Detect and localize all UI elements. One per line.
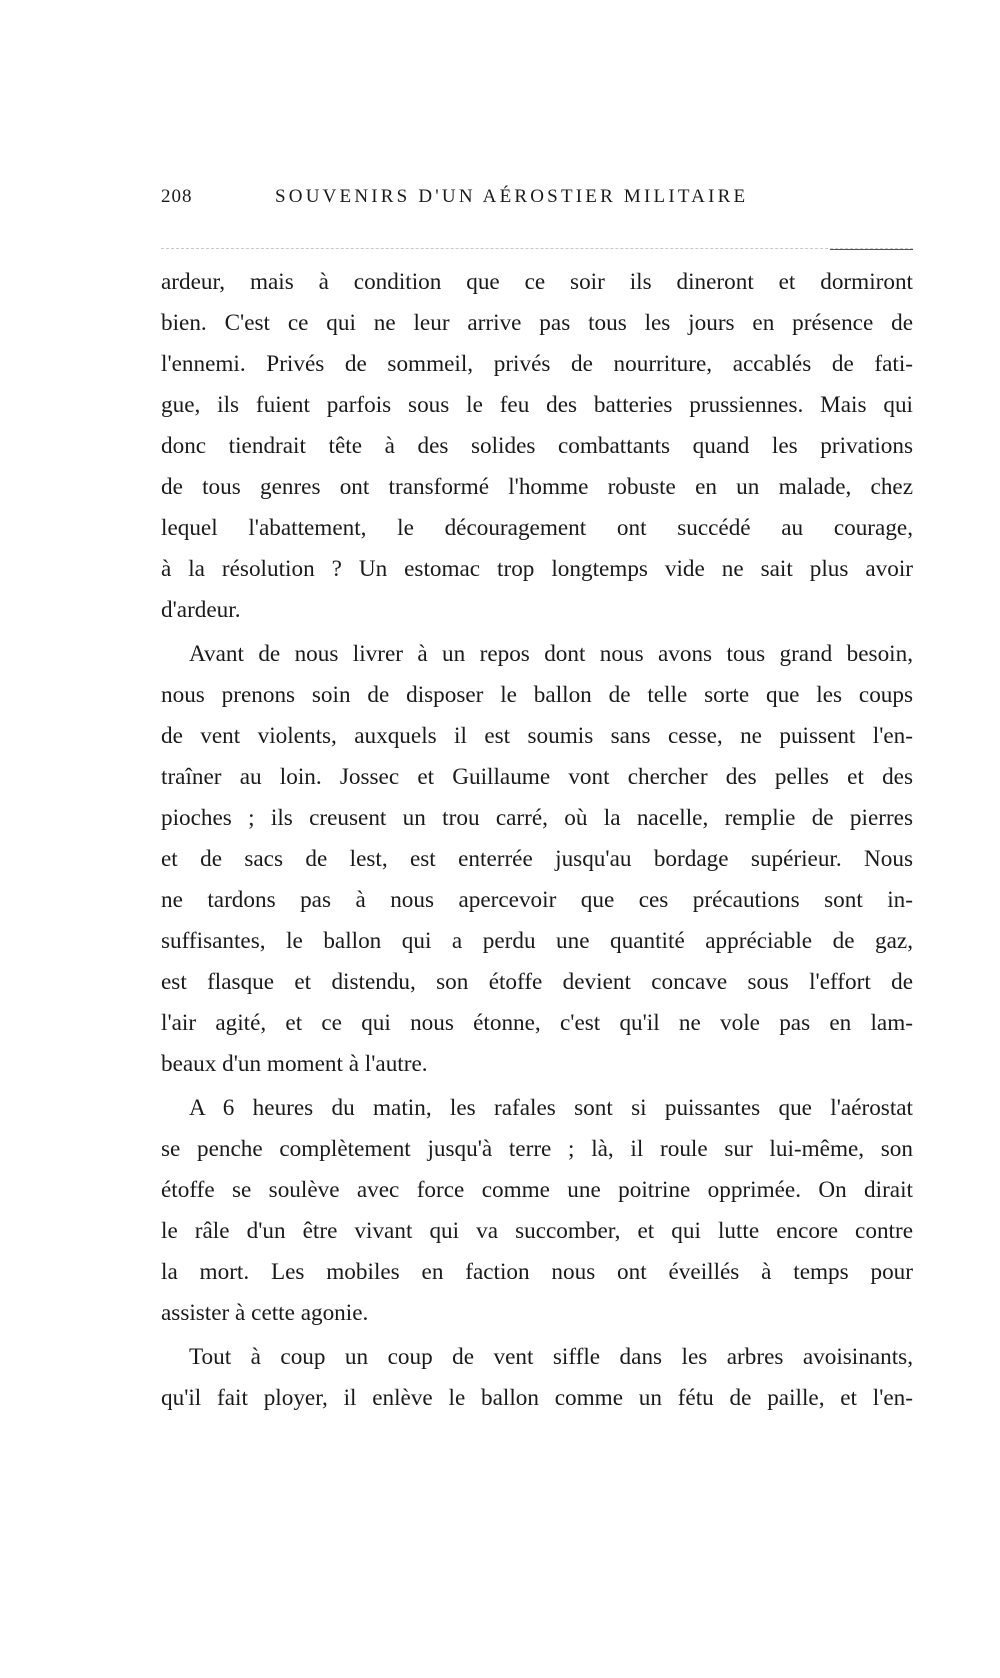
text-line: gue, ils fuient parfois sous le feu des batteries prussiennes. Mais qui xyxy=(161,392,913,418)
text-line: ne tardons pas à nous apercevoir que ces précautions sont in- xyxy=(161,887,913,913)
paragraph-1 xyxy=(161,262,913,631)
text-line: à la résolution ? Un estomac trop longtemps vide ne sait plus avoir xyxy=(161,556,913,582)
text-line: Tout à coup un coup de vent siffle dans les arbres avoisinants, xyxy=(189,1344,913,1370)
text-line: lequel l'abattement, le découragement ont succédé au courage, xyxy=(161,515,913,541)
text-line: A 6 heures du matin, les rafales sont si puissantes que l'aérostat xyxy=(189,1095,913,1121)
text-line: pioches ; ils creusent un trou carré, où la nacelle, remplie de pierres xyxy=(161,805,913,831)
text-line: ardeur, mais à condition que ce soir ils dineront et dormiront xyxy=(161,269,913,295)
text-line: de vent violents, auxquels il est soumis sans cesse, ne puissent l'en- xyxy=(161,723,913,749)
text-line: est flasque et distendu, son étoffe devient concave sous l'effort de xyxy=(161,969,913,995)
paragraph-2 xyxy=(161,634,913,1085)
running-title: SOUVENIRS D'UN AÉROSTIER MILITAIRE xyxy=(275,186,749,207)
text-line: l'ennemi. Privés de sommeil, privés de nourriture, accablés de fati- xyxy=(161,351,913,377)
text-line: étoffe se soulève avec force comme une poitrine opprimée. On dirait xyxy=(161,1177,913,1203)
header-rule xyxy=(161,248,913,249)
text-line: donc tiendrait tête à des solides combattants quand les privations xyxy=(161,433,913,459)
text-line: d'ardeur. xyxy=(161,597,241,623)
text-line: de tous genres ont transformé l'homme robuste en un malade, chez xyxy=(161,474,913,500)
header-rule-segment xyxy=(830,249,913,250)
running-head xyxy=(161,186,913,216)
text-line: se penche complètement jusqu'à terre ; là, il roule sur lui-même, son xyxy=(161,1136,913,1162)
text-line: bien. C'est ce qui ne leur arrive pas tous les jours en présence de xyxy=(161,310,913,336)
text-line: Avant de nous livrer à un repos dont nous avons tous grand besoin, xyxy=(189,641,913,667)
page-number: 208 xyxy=(161,186,193,207)
paragraph-3 xyxy=(161,1088,913,1334)
paragraph-4 xyxy=(161,1337,913,1419)
text-line: la mort. Les mobiles en faction nous ont éveillés à temps pour xyxy=(161,1259,913,1285)
text-line: qu'il fait ployer, il enlève le ballon comme un fétu de paille, et l'en- xyxy=(161,1385,913,1411)
text-line: le râle d'un être vivant qui va succomber, et qui lutte encore contre xyxy=(161,1218,913,1244)
text-line: beaux d'un moment à l'autre. xyxy=(161,1051,428,1077)
body-text xyxy=(161,262,913,1419)
text-line: traîner au loin. Jossec et Guillaume vont chercher des pelles et des xyxy=(161,764,913,790)
text-line: assister à cette agonie. xyxy=(161,1300,369,1326)
text-line: suffisantes, le ballon qui a perdu une quantité appréciable de gaz, xyxy=(161,928,913,954)
text-line: et de sacs de lest, est enterrée jusqu'au bordage supérieur. Nous xyxy=(161,846,913,872)
text-line: l'air agité, et ce qui nous étonne, c'est qu'il ne vole pas en lam- xyxy=(161,1010,913,1036)
text-line: nous prenons soin de disposer le ballon de telle sorte que les coups xyxy=(161,682,913,708)
